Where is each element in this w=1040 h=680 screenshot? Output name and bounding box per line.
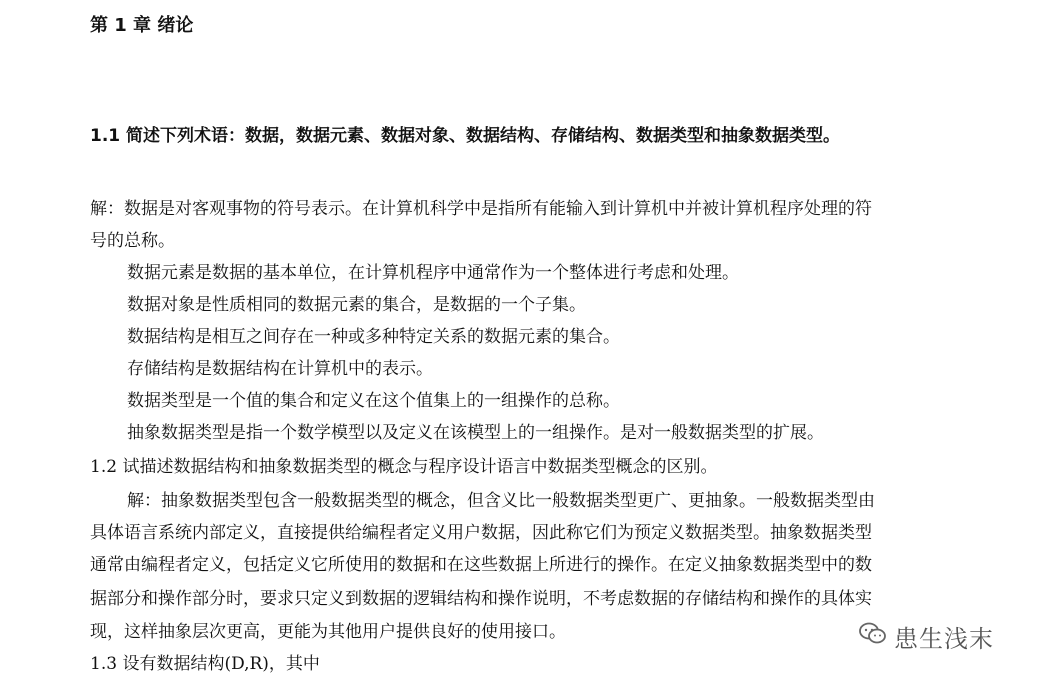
answer-1-2-line-2: 具体语言系统内部定义，直接提供给编程者定义用户数据，因此称它们为预定义数据类型。抽象数据类型	[90, 523, 872, 543]
term-storage-structure: 存储结构是数据结构在计算机中的表示。	[127, 359, 433, 379]
wechat-icon	[858, 621, 888, 651]
answer-1-2-line-5: 现，这样抽象层次更高，更能为其他用户提供良好的使用接口。	[90, 622, 566, 642]
answer-1-2-line-1: 解：抽象数据类型包含一般数据类型的概念，但含义比一般数据类型更广、更抽象。一般数据类型由	[127, 491, 875, 511]
term-data-structure: 数据结构是相互之间存在一种或多种特定关系的数据元素的集合。	[127, 327, 620, 347]
answer-1-1-line-2: 号的总称。	[90, 231, 175, 251]
answer-1-2-line-4: 据部分和操作部分时，要求只定义到数据的逻辑结构和操作说明，不考虑数据的存储结构和操作的具体实	[90, 589, 872, 609]
answer-1-2-line-3: 通常由编程者定义，包括定义它所使用的数据和在这些数据上所进行的操作。在定义抽象数据类型中的数	[90, 555, 872, 575]
term-data-object: 数据对象是性质相同的数据元素的集合，是数据的一个子集。	[127, 295, 586, 315]
watermark-text: 患生浅末	[894, 624, 994, 653]
question-1-1: 1.1 简述下列术语：数据，数据元素、数据对象、数据结构、存储结构、数据类型和抽象数据类型。	[90, 126, 841, 146]
answer-1-1-line-1: 解：数据是对客观事物的符号表示。在计算机科学中是指所有能输入到计算机中并被计算机程序处理的符	[90, 199, 872, 219]
term-abstract-data-type: 抽象数据类型是指一个数学模型以及定义在该模型上的一组操作。是对一般数据类型的扩展。	[127, 423, 824, 443]
watermark	[858, 616, 1018, 656]
question-1-2: 1.2 试描述数据结构和抽象数据类型的概念与程序设计语言中数据类型概念的区别。	[90, 457, 718, 477]
question-1-3: 1.3 设有数据结构(D,R)，其中	[90, 654, 320, 674]
term-data-element: 数据元素是数据的基本单位，在计算机程序中通常作为一个整体进行考虑和处理。	[127, 263, 739, 283]
chapter-title: 第 1 章 绪论	[90, 15, 194, 36]
term-data-type: 数据类型是一个值的集合和定义在这个值集上的一组操作的总称。	[127, 391, 620, 411]
